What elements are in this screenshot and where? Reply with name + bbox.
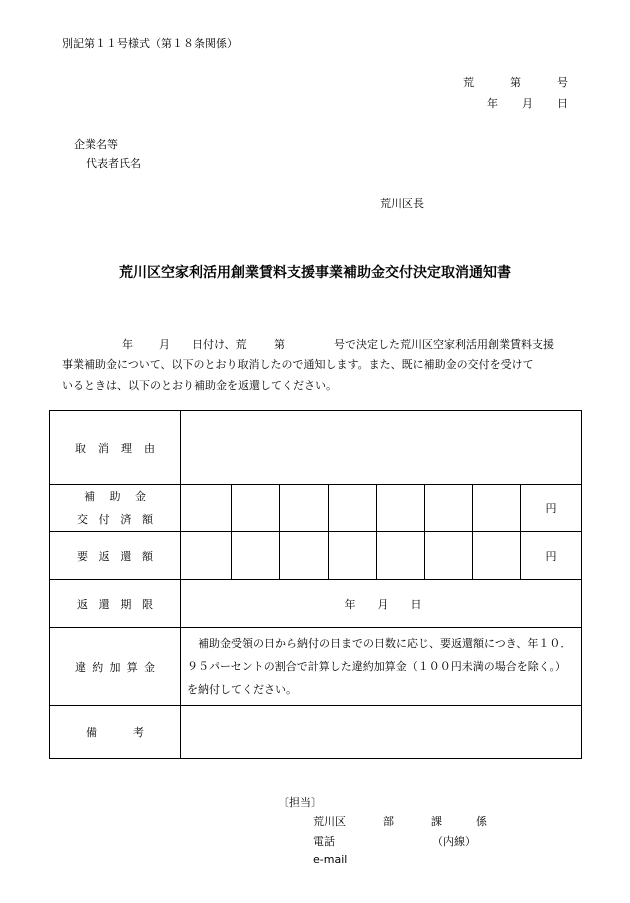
doc-date-char: 日	[557, 97, 568, 110]
body-line-3: いるときは、以下のとおり補助金を返還してください。	[62, 379, 337, 392]
contact-phone-label: 電話	[313, 835, 335, 848]
label-reason: 取 消 理 由	[50, 411, 181, 485]
amount-digit-cell	[377, 485, 425, 532]
page-title: 荒川区空家利活用創業賃料支援事業補助金交付決定取消通知書	[119, 265, 511, 281]
unit-yen: 円	[521, 485, 582, 532]
reason-value	[181, 411, 582, 485]
label-remarks: 備 考	[50, 706, 181, 759]
row-penalty	[50, 628, 582, 706]
amount-digit-cell	[232, 532, 280, 580]
amount-digit-cell	[232, 485, 280, 532]
remarks-value	[181, 706, 582, 759]
form-reference: 別記第１１号様式（第１８条関係）	[62, 37, 238, 50]
addressee-company: 企業名等	[74, 138, 118, 151]
document-date	[487, 95, 568, 111]
amount-digit-cell	[473, 485, 521, 532]
doc-date-char: 年	[487, 97, 498, 110]
addressee-representative: 代表者氏名	[86, 157, 141, 170]
row-reason	[50, 411, 582, 485]
doc-number-char: 第	[510, 76, 521, 89]
notice-table	[49, 410, 582, 759]
amount-digit-cell	[329, 485, 377, 532]
amount-digit-cell	[425, 532, 473, 580]
doc-number-char: 荒	[463, 76, 474, 89]
amount-digit-cell	[181, 485, 232, 532]
contact-email-label: e-mail	[313, 853, 348, 866]
issuer: 荒川区長	[380, 197, 424, 210]
row-remarks	[50, 706, 582, 759]
row-refund	[50, 532, 582, 580]
contact-extension: （内線）	[432, 835, 476, 848]
document-number	[463, 74, 568, 90]
penalty-text: 補助金受領の日から納付の日までの日数に応じ、要返還額につき、年１０．９５パーセントの割合で計算した違約加算金（１００円未満の場合を除く。）を納付してください。	[181, 628, 582, 706]
unit-yen: 円	[521, 532, 582, 580]
body-line-2: 事業補助金について、以下のとおり取消したので通知します。また、既に補助金の交付を受けて	[62, 358, 534, 371]
doc-number-char: 号	[557, 76, 568, 89]
amount-digit-cell	[425, 485, 473, 532]
amount-digit-cell	[280, 532, 329, 580]
label-refund: 要 返 還 額	[50, 532, 181, 580]
deadline-value: 年 月 日	[181, 580, 582, 628]
label-penalty: 違 約 加 算 金	[50, 628, 181, 706]
label-granted: 補 助 金 交 付 済 額	[50, 485, 181, 532]
label-deadline: 返 還 期 限	[50, 580, 181, 628]
contact-heading: 〔担当〕	[278, 796, 322, 809]
row-granted	[50, 485, 582, 532]
amount-digit-cell	[181, 532, 232, 580]
amount-digit-cell	[280, 485, 329, 532]
amount-digit-cell	[473, 532, 521, 580]
amount-digit-cell	[377, 532, 425, 580]
amount-digit-cell	[329, 532, 377, 580]
row-deadline	[50, 580, 582, 628]
doc-date-char: 月	[522, 97, 533, 110]
